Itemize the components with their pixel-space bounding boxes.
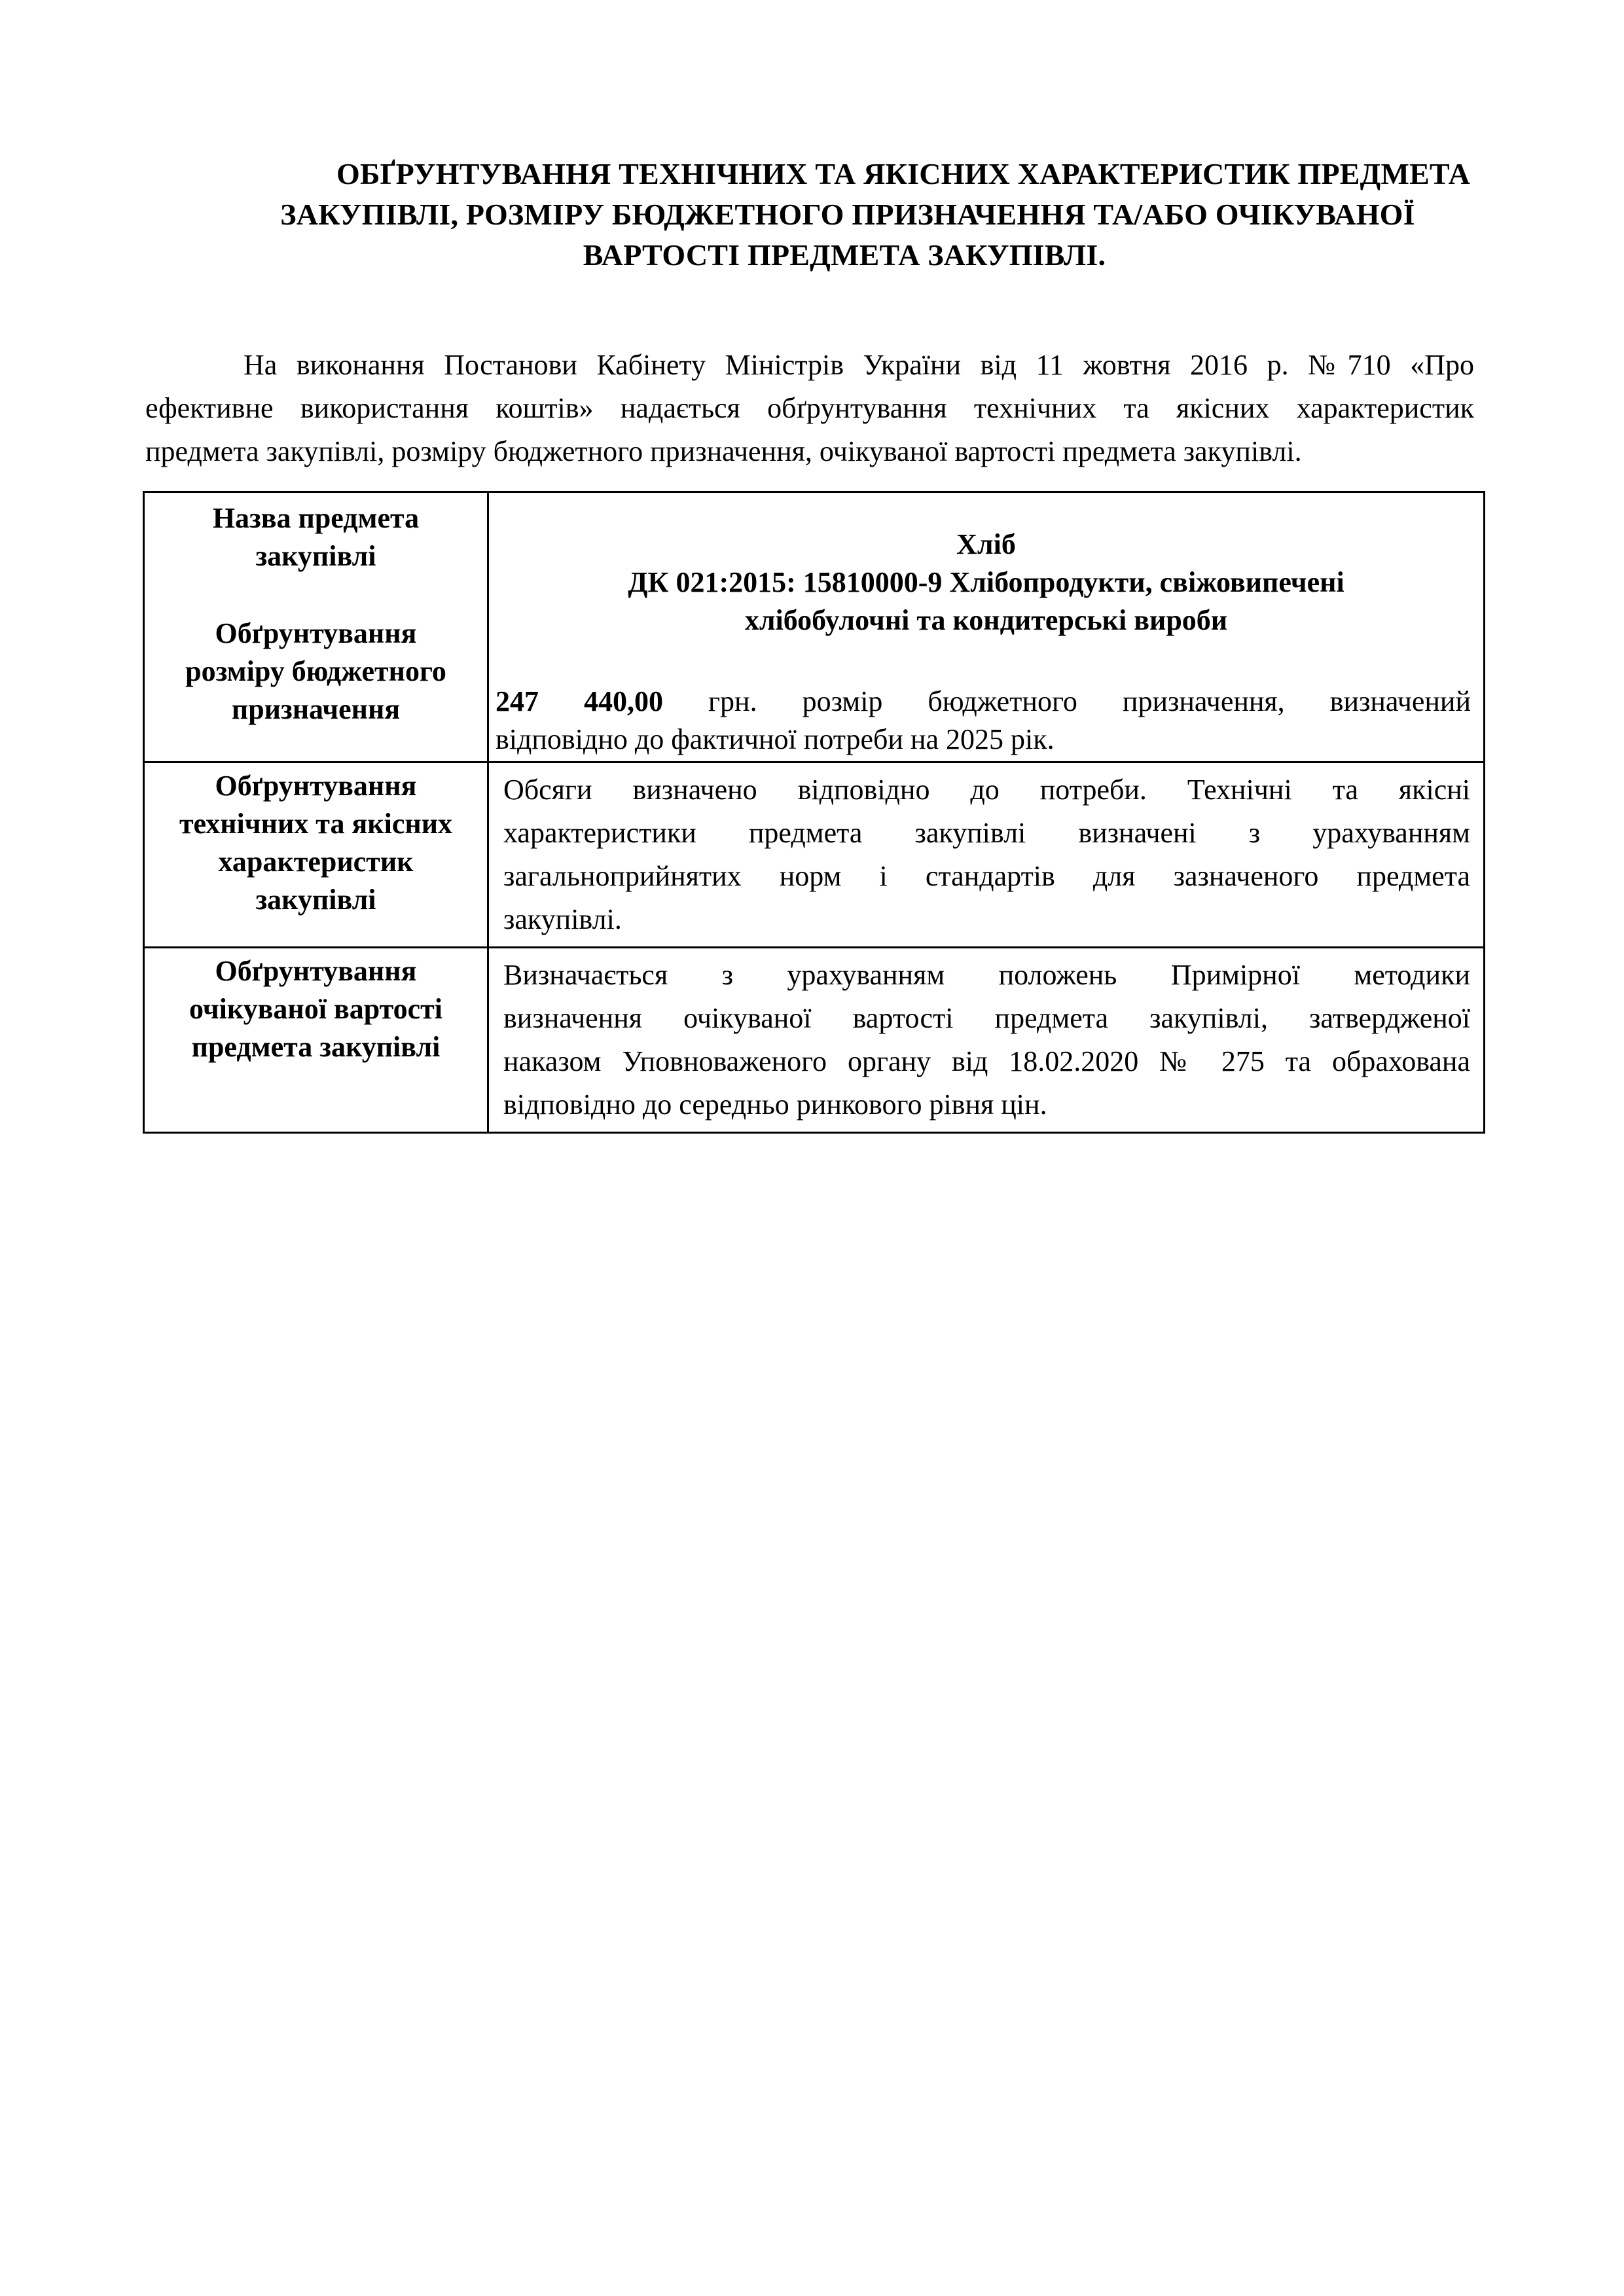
cost-text-line-3: наказом Уповноваженого органу від 18.02.2020 № 275 та обрахована bbox=[503, 1045, 1470, 1077]
table-row bbox=[144, 762, 1485, 948]
justification-table bbox=[143, 491, 1485, 1134]
intro-line-1: На виконання Постанови Кабінету Міністрів України від 11 жовтня 2016 р. №710 «Про bbox=[244, 349, 1474, 381]
label-subject-name-line-1: Назва предмета bbox=[212, 502, 420, 534]
label-subject-name-line-2: закупівлі bbox=[255, 540, 376, 572]
intro-line-3: предмета закупівлі, розміру бюджетного призначення, очікуваної вартості предмета закупівлі. bbox=[145, 435, 1302, 467]
row-value-expected-cost bbox=[488, 948, 1485, 1133]
row-label-subject-budget bbox=[144, 492, 488, 762]
budget-text-line-1: грн. розмір бюджетного призначення, визначений bbox=[663, 685, 1471, 717]
label-budget-line-2: розміру бюджетного bbox=[185, 655, 446, 687]
label-budget-line-1: Обґрунтування bbox=[215, 617, 417, 649]
table-row bbox=[144, 948, 1485, 1133]
budget-text-line-2: відповідно до фактичної потреби на 2025 рік. bbox=[496, 723, 1055, 755]
budget-line-1 bbox=[496, 683, 1471, 721]
technical-text-line-4: закупівлі. bbox=[503, 903, 622, 935]
row-label-technical bbox=[144, 762, 488, 948]
row-label-expected-cost bbox=[144, 948, 488, 1133]
label-cost-line-1: Обґрунтування bbox=[215, 955, 417, 987]
label-technical-line-3: характеристик bbox=[218, 846, 414, 878]
budget-block bbox=[496, 683, 1471, 759]
technical-text-line-3: загальноприйнятих норм і стандартів для зазначеного предмета bbox=[503, 860, 1470, 892]
title-line-1: ОБҐРУНТУВАННЯ ТЕХНІЧНИХ ТА ЯКІСНИХ ХАРАКТЕРИСТИК ПРЕДМЕТА bbox=[336, 157, 1471, 190]
label-cost-line-3: предмета закупівлі bbox=[191, 1031, 441, 1063]
product-code-line-1: ДК 021:2015: 15810000-9 Хлібопродукти, свіжовипечені bbox=[628, 566, 1344, 598]
label-technical-line-2: технічних та якісних bbox=[179, 808, 453, 840]
product-block bbox=[489, 526, 1483, 639]
cost-text-line-2: визначення очікуваної вартості предмета закупівлі, затвердженої bbox=[503, 1002, 1470, 1034]
cost-text-line-1: Визначається з урахуванням положень Примірної методики bbox=[503, 959, 1470, 991]
intro-paragraph bbox=[145, 344, 1474, 473]
label-technical-line-4: закупівлі bbox=[255, 884, 376, 916]
label-technical-line-1: Обґрунтування bbox=[215, 770, 417, 802]
title-line-2: ЗАКУПІВЛІ, РОЗМІРУ БЮДЖЕТНОГО ПРИЗНАЧЕННЯ ТА/АБО ОЧІКУВАНОЇ bbox=[280, 198, 1415, 231]
row-value-technical bbox=[488, 762, 1485, 948]
product-code-line-2: хлібобулочні та кондитерські вироби bbox=[744, 604, 1228, 636]
technical-text-line-2: характеристики предмета закупівлі визначені з урахуванням bbox=[503, 817, 1470, 849]
document-title bbox=[196, 154, 1499, 276]
title-line-3: ВАРТОСТІ ПРЕДМЕТА ЗАКУПІВЛІ. bbox=[583, 238, 1106, 272]
row-value-subject-budget bbox=[488, 492, 1485, 762]
label-budget-line-3: призначення bbox=[231, 693, 401, 725]
technical-text-line-1: Обсяги визначено відповідно до потреби. Технічні та якісні bbox=[503, 774, 1470, 806]
table-row bbox=[144, 492, 1485, 762]
budget-amount: 247 440,00 bbox=[496, 685, 663, 717]
product-name: Хліб bbox=[956, 528, 1016, 560]
cost-text-line-4: відповідно до середньо ринкового рівня цін. bbox=[503, 1088, 1047, 1121]
intro-line-2: ефективне використання коштів» надається обґрунтування технічних та якісних характеристик bbox=[145, 392, 1474, 424]
label-cost-line-2: очікуваної вартості bbox=[189, 993, 443, 1025]
